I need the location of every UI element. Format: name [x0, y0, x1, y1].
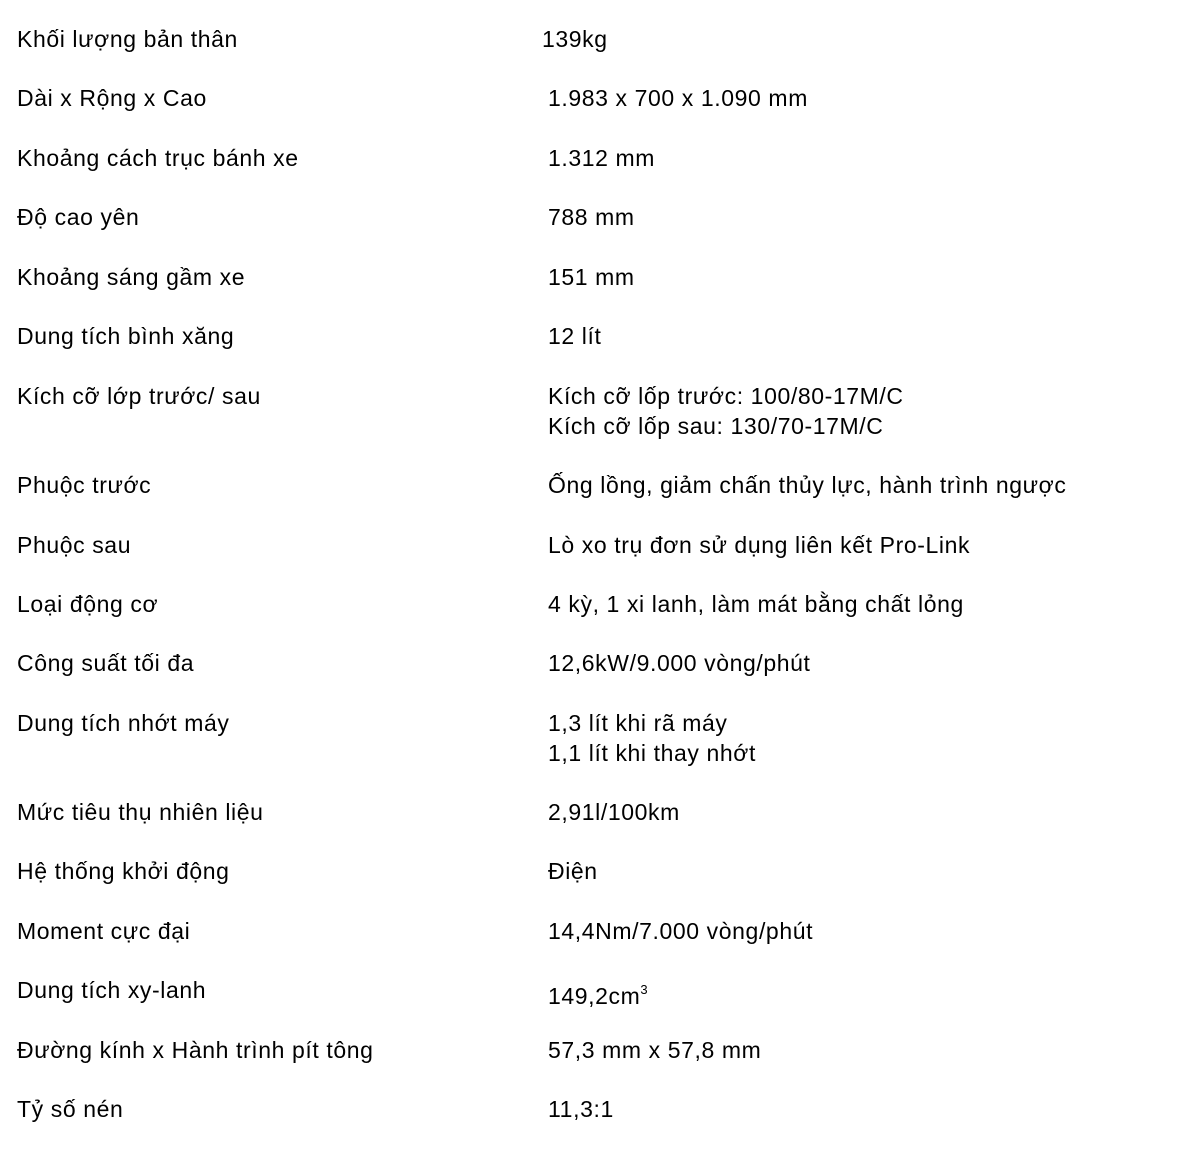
spec-label: Dung tích xy-lanh: [17, 977, 207, 1003]
spec-value: [548, 381, 904, 441]
spec-value-line: Lò xo trụ đơn sử dụng liên kết Pro-Link: [548, 532, 971, 558]
spec-value-line: 788 mm: [548, 204, 635, 230]
spec-label: Dung tích bình xăng: [17, 323, 235, 349]
spec-value: [548, 143, 655, 173]
spec-label: Đường kính x Hành trình pít tông: [17, 1037, 374, 1063]
spec-label: Độ cao yên: [17, 204, 140, 230]
spec-value-line: Điện: [548, 858, 598, 884]
spec-value-line: Ống lồng, giảm chấn thủy lực, hành trình ngược: [548, 472, 1067, 498]
spec-value-line: 11,3:1: [548, 1096, 614, 1122]
spec-label: Khoảng cách trục bánh xe: [17, 145, 299, 171]
spec-value: [548, 262, 635, 292]
superscript: 3: [640, 982, 649, 997]
spec-value: [548, 202, 635, 232]
spec-label: Dài x Rộng x Cao: [17, 85, 207, 111]
spec-label: Loại động cơ: [17, 591, 159, 617]
spec-value-line: Kích cỡ lốp trước: 100/80-17M/C: [548, 383, 904, 409]
spec-value-line: 2,91l/100km: [548, 799, 680, 825]
spec-value: [548, 648, 811, 678]
spec-value-line: Kích cỡ lốp sau: 130/70-17M/C: [548, 413, 884, 439]
spec-label: Khối lượng bản thân: [17, 26, 238, 52]
spec-label: Công suất tối đa: [17, 650, 195, 676]
spec-label: Tỷ số nén: [17, 1096, 124, 1122]
spec-value: [548, 530, 970, 560]
spec-value-line: 12,6kW/9.000 vòng/phút: [548, 650, 811, 676]
spec-value: [548, 321, 601, 351]
spec-value: [548, 1094, 614, 1124]
spec-value-line: 57,3 mm x 57,8 mm: [548, 1037, 762, 1063]
spec-value: [542, 24, 608, 54]
spec-value-line: 14,4Nm/7.000 vòng/phút: [548, 918, 814, 944]
spec-label: Phuộc sau: [17, 532, 132, 558]
spec-value: [548, 916, 813, 946]
spec-value: [548, 83, 808, 113]
spec-label: Hệ thống khởi động: [17, 858, 230, 884]
spec-value: [548, 1035, 761, 1065]
spec-value: [548, 797, 680, 827]
spec-value: [548, 856, 598, 886]
spec-label: Dung tích nhớt máy: [17, 710, 230, 736]
spec-label: Mức tiêu thụ nhiên liệu: [17, 799, 264, 825]
spec-value: [548, 975, 648, 1011]
spec-label: Kích cỡ lớp trước/ sau: [17, 383, 261, 409]
spec-value: [548, 708, 756, 768]
spec-label: Moment cực đại: [17, 918, 191, 944]
spec-label: Phuộc trước: [17, 472, 152, 498]
spec-value-line: $149,2cm^3$: [548, 982, 649, 1009]
spec-value-line: 12 lít: [548, 323, 602, 349]
spec-value-line: 4 kỳ, 1 xi lanh, làm mát bằng chất lỏng: [548, 591, 964, 617]
spec-value-line: 1,3 lít khi rã máy: [548, 710, 728, 736]
spec-value-line: 151 mm: [548, 264, 635, 290]
spec-value-line: 1,1 lít khi thay nhớt: [548, 740, 756, 766]
spec-value-line: 1.983 x 700 x 1.090 mm: [548, 85, 808, 111]
spec-value-line: 139kg: [542, 26, 608, 52]
spec-value: [548, 470, 1066, 500]
spec-value-line: 1.312 mm: [548, 145, 656, 171]
spec-label: Khoảng sáng gầm xe: [17, 264, 246, 290]
spec-value: [548, 589, 964, 619]
